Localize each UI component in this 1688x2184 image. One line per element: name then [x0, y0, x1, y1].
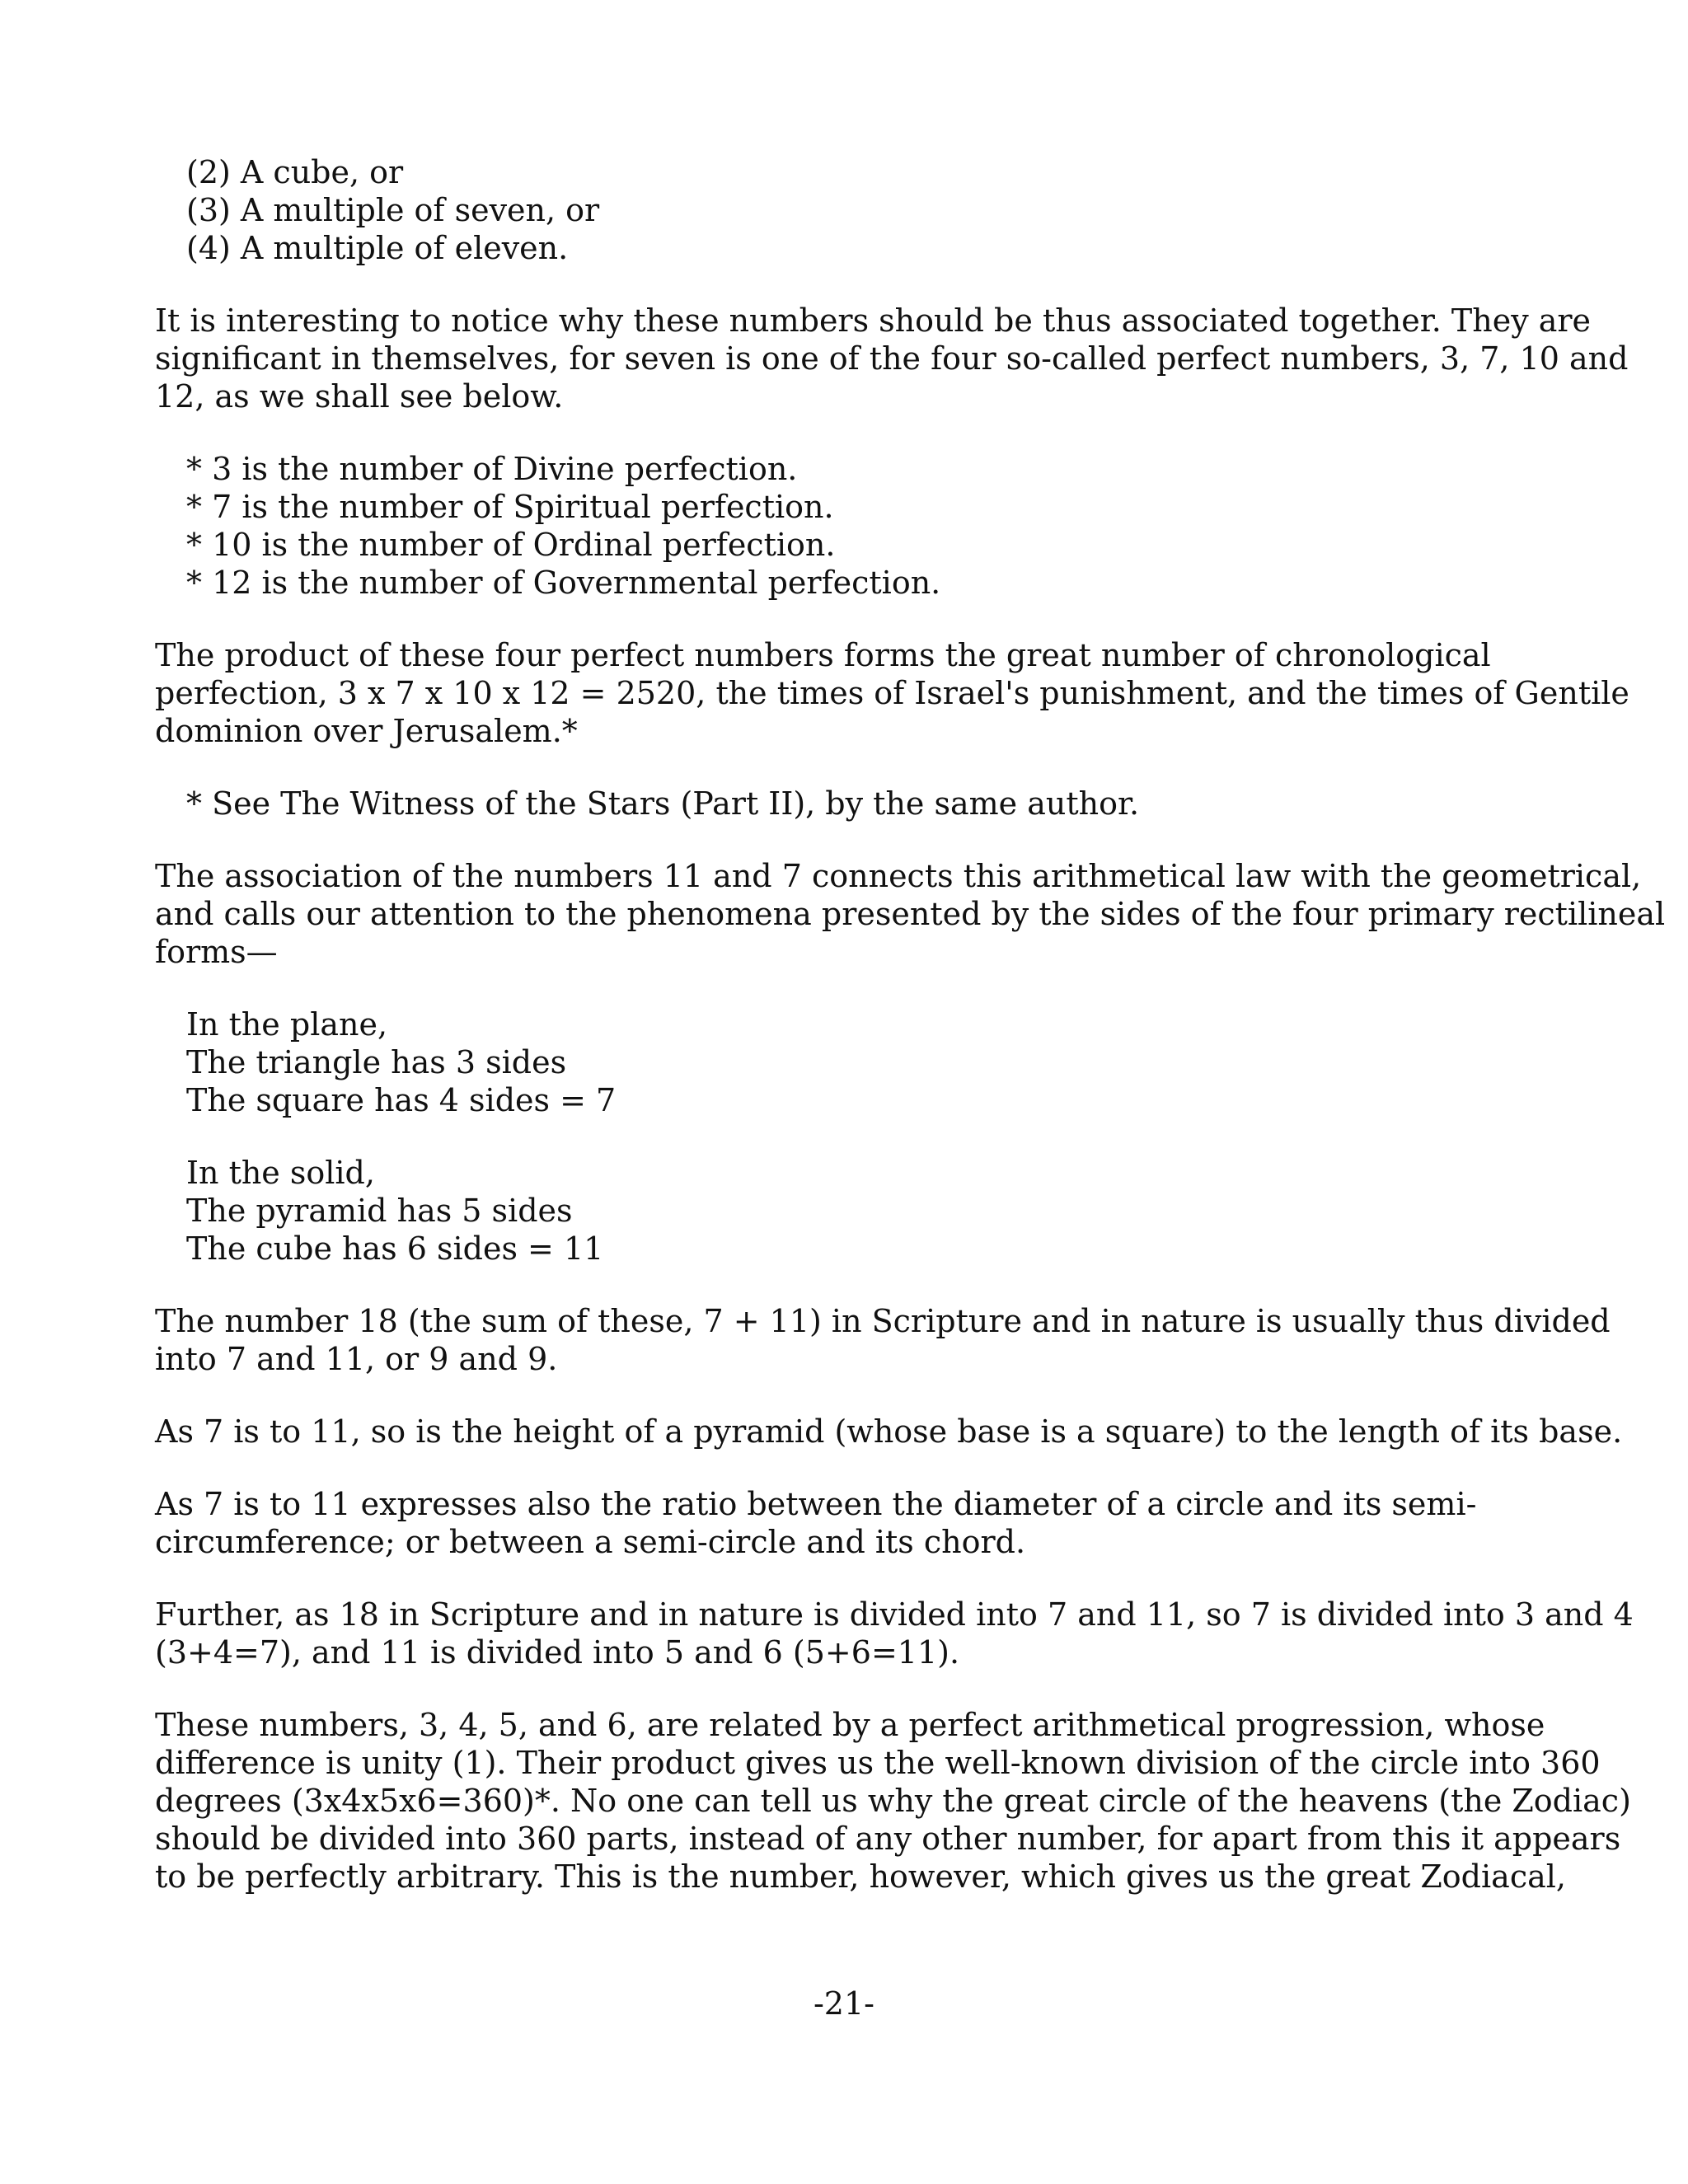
solid-forms-block: In the solid, The pyramid has 5 sides The cube has 6 sides = 11	[186, 1155, 604, 1267]
list-item: * 10 is the number of Ordinal perfection.	[186, 527, 836, 563]
footnote: * See The Witness of the Stars (Part II), by the same author.	[186, 785, 1140, 822]
paragraph-number-eighteen: The number 18 (the sum of these, 7 + 11) in Scripture and in nature is usually thus divided into 7 and 11, or 9 and 9.	[155, 1303, 1611, 1377]
paragraph-chronological-perfection: The product of these four perfect numbers forms the great number of chronological perfection, 3 x 7 x 10 x 12 = 2520, the times of Israel's punishment, and the times of Gentile dominion over Jerusalem.*	[155, 637, 1629, 749]
page-body	[155, 153, 1666, 1896]
list-item: (4) A multiple of eleven.	[186, 230, 569, 266]
perfect-numbers-list	[155, 450, 1556, 602]
list-item: (3) A multiple of seven, or	[186, 192, 600, 228]
paragraph-division: Further, as 18 in Scripture and in nature is divided into 7 and 11, so 7 is divided into 3 and 4 (3+4=7), and 11 is divided into 5 and 6 (5+6=11).	[155, 1596, 1634, 1671]
page-number: -21-	[813, 1985, 875, 2022]
paragraph-geometrical-law: The association of the numbers 11 and 7 connects this arithmetical law with the geometrical, and calls our attention to the phenomena presented by the sides of the four primary rectilineal forms—	[155, 858, 1666, 970]
list-item: * 3 is the number of Divine perfection.	[186, 451, 798, 487]
numbered-list	[155, 153, 1556, 267]
list-item: * 7 is the number of Spiritual perfection.	[186, 489, 834, 525]
list-item: (2) A cube, or	[186, 154, 404, 190]
paragraph-arithmetical-progression: These numbers, 3, 4, 5, and 6, are related by a perfect arithmetical progression, whose difference is unity (1). Their product gives us the well-known division of the circle into 360 degrees (3x4x5x6=360)*. No one can tell us why the great circle of the heavens (the Zodiac) should be divided into 360 parts, instead of any other number, for apart from this it appears to be perfectly arbitrary. This is the number, however, which gives us the great Zodiacal,	[155, 1707, 1631, 1895]
paragraph-pyramid-ratio: As 7 is to 11, so is the height of a pyramid (whose base is a square) to the length of its base.	[155, 1413, 1623, 1450]
plane-forms-block: In the plane, The triangle has 3 sides The square has 4 sides = 7	[186, 1006, 617, 1118]
paragraph-circle-ratio: As 7 is to 11 expresses also the ratio between the diameter of a circle and its semi- circumference; or between a semi-circle and its chord.	[155, 1486, 1477, 1560]
paragraph-perfect-numbers-intro: It is interesting to notice why these numbers should be thus associated together. They are significant in themselves, for seven is one of the four so-called perfect numbers, 3, 7, 10 and 12, as we shall see below.	[155, 302, 1629, 415]
list-item: * 12 is the number of Governmental perfection.	[186, 565, 941, 601]
